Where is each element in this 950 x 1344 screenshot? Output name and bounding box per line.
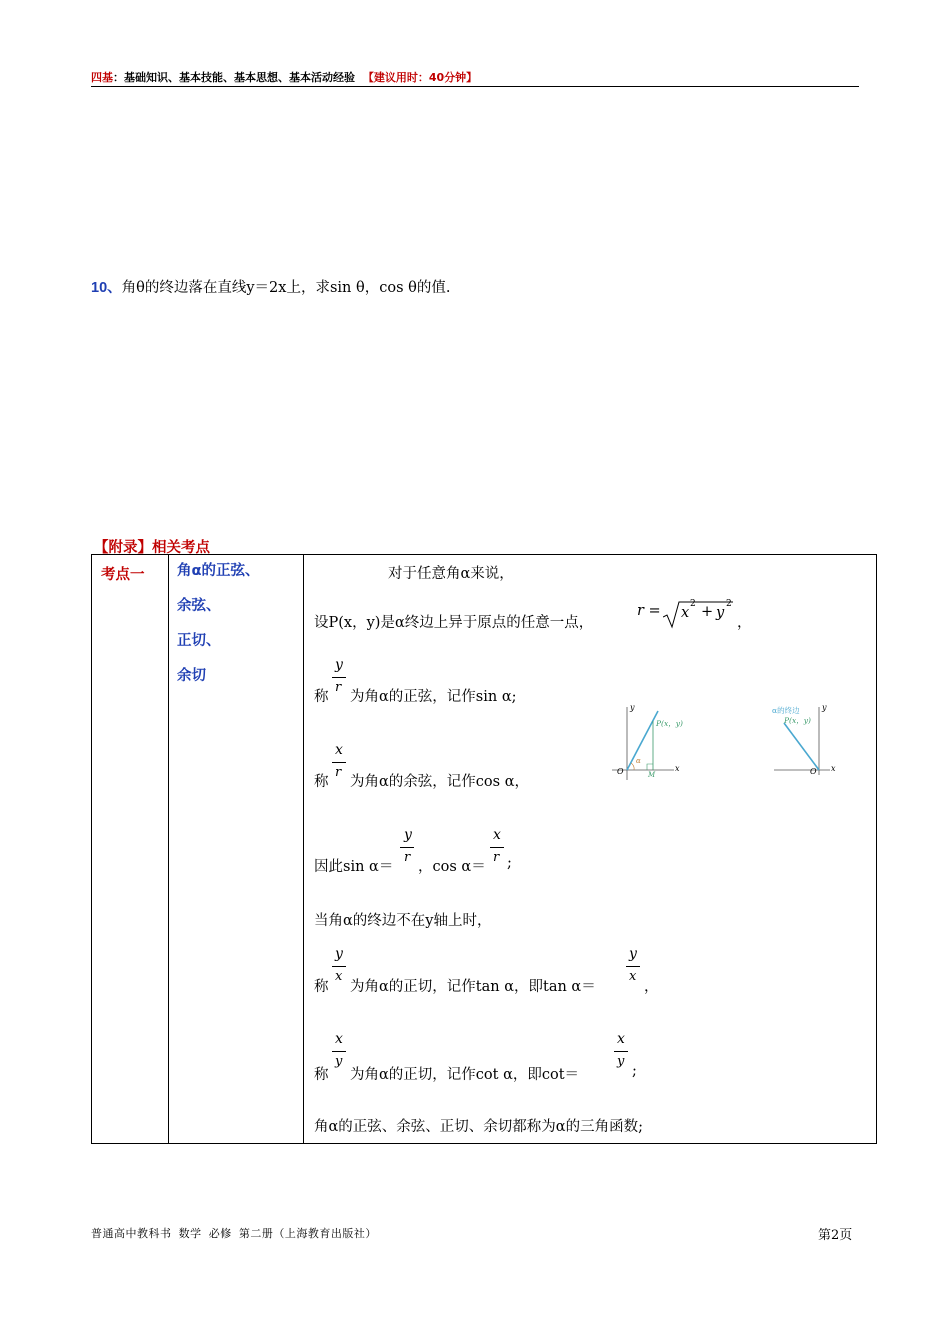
header-title-red: 四基	[91, 71, 113, 84]
frac-hsin-bar	[400, 847, 414, 848]
figure-second-quadrant	[772, 705, 842, 785]
hence-text-1: 因此sin α＝	[314, 859, 394, 875]
fig1-p-label: P(x，y)	[656, 719, 683, 728]
figure-first-quadrant	[612, 705, 682, 785]
frac-cot-den: y	[335, 1054, 343, 1069]
frac-tan2-bar	[626, 966, 640, 967]
sqrt-plus: +	[701, 604, 714, 620]
fig2-p-label: P(x，y)	[784, 716, 811, 725]
summary-text: 角α的正弦、余弦、正切、余切都称为α的三角函数;	[314, 1119, 643, 1135]
sin-prefix: 称	[314, 689, 329, 705]
frac-cot2-bar	[614, 1051, 628, 1052]
header-time-hint: 【建议用时：40分钟】	[362, 71, 478, 84]
fig1-alpha-label: α	[636, 757, 641, 765]
tan-end: ，	[644, 979, 659, 995]
topic-title-line: 角α的正弦、	[177, 563, 260, 579]
topic-title-line: 余切	[177, 668, 206, 684]
question-sep: 、	[107, 280, 122, 296]
frac-sin-den: r	[335, 680, 342, 695]
frac-hcos-bar	[490, 847, 504, 848]
fig1-x-label: x	[675, 764, 680, 773]
appendix-title: 【附录】相关考点	[94, 540, 210, 556]
fig1-o-label: O	[617, 767, 624, 776]
frac-cos-bar	[332, 762, 346, 763]
frac-hsin-num: y	[404, 827, 412, 843]
cot-definition: 为角α的正切，记作cot α，即cot＝	[350, 1067, 580, 1083]
frac-tan-num: y	[335, 946, 343, 962]
fig1-y-label: y	[630, 703, 635, 712]
topic-title	[177, 554, 259, 694]
set-point-text: 设P(x，y)是α终边上异于原点的任意一点，	[314, 615, 594, 631]
table-divider-1	[168, 555, 169, 1143]
question-number: 10	[91, 280, 108, 296]
question-text: 角θ的终边落在直线y＝2x上，求sin θ，cos θ的值.	[121, 280, 451, 296]
cos-definition: 为角α的余弦，记作cos α，	[350, 774, 529, 790]
frac-cot-bar	[332, 1051, 346, 1052]
header-rule	[91, 86, 859, 87]
fig2-y-label: y	[822, 703, 827, 712]
when-text: 当角α的终边不在y轴上时，	[314, 913, 492, 929]
frac-cos-num: x	[335, 742, 343, 758]
page-header	[91, 69, 859, 85]
sqrt-x-exp: 2	[690, 599, 696, 609]
frac-tan-den: x	[335, 969, 343, 984]
topic-title-line: 余弦、	[177, 598, 221, 614]
header-title: ：基础知识、基本技能、基本思想、基本活动经验	[113, 71, 355, 84]
tan-prefix: 称	[314, 979, 329, 995]
tan-definition: 为角α的正切，记作tan α，即tan α＝	[350, 979, 596, 995]
frac-tan-bar	[332, 966, 346, 967]
frac-sin-bar	[332, 677, 346, 678]
comma: ，	[737, 615, 752, 631]
cos-prefix: 称	[314, 774, 329, 790]
frac-cos-den: r	[335, 765, 342, 780]
sqrt-y: y	[716, 605, 725, 621]
hence-text-3: ;	[507, 855, 512, 871]
sin-definition: 为角α的正弦，记作sin α;	[350, 689, 517, 705]
frac-hcos-num: x	[493, 827, 501, 843]
frac-hsin-den: r	[404, 850, 411, 865]
fig2-x-label: x	[831, 764, 836, 773]
cot-end: ;	[632, 1063, 637, 1079]
hence-text-2: ，cos α＝	[418, 859, 486, 875]
topic-title-line: 正切、	[177, 633, 221, 649]
r-formula-left: r =	[637, 603, 661, 619]
fig1-m-label: M	[648, 771, 656, 779]
intro-text: 对于任意角α来说，	[388, 566, 514, 582]
question-10	[91, 276, 450, 297]
sqrt-x: x	[681, 605, 690, 621]
footer-book: 普通高中教科书 数学 必修 第二册（上海教育出版社）	[91, 1227, 377, 1240]
frac-tan2-num: y	[629, 946, 637, 962]
r-formula	[637, 599, 747, 629]
frac-cot-num: x	[335, 1031, 343, 1047]
footer-page-number: 第2页	[818, 1228, 853, 1243]
fig2-o-label: O	[810, 767, 817, 776]
knowledge-table	[91, 554, 877, 1144]
frac-cot2-den: y	[617, 1054, 625, 1069]
cot-prefix: 称	[314, 1067, 329, 1083]
frac-cot2-num: x	[617, 1031, 625, 1047]
fig2-terminal-label: α的终边	[772, 706, 800, 715]
frac-tan2-den: x	[629, 969, 637, 984]
frac-sin-num: y	[335, 657, 343, 673]
sqrt-y-exp: 2	[726, 599, 732, 609]
frac-hcos-den: r	[493, 850, 500, 865]
table-divider-2	[303, 555, 304, 1143]
topic-label: 考点一	[101, 567, 145, 583]
